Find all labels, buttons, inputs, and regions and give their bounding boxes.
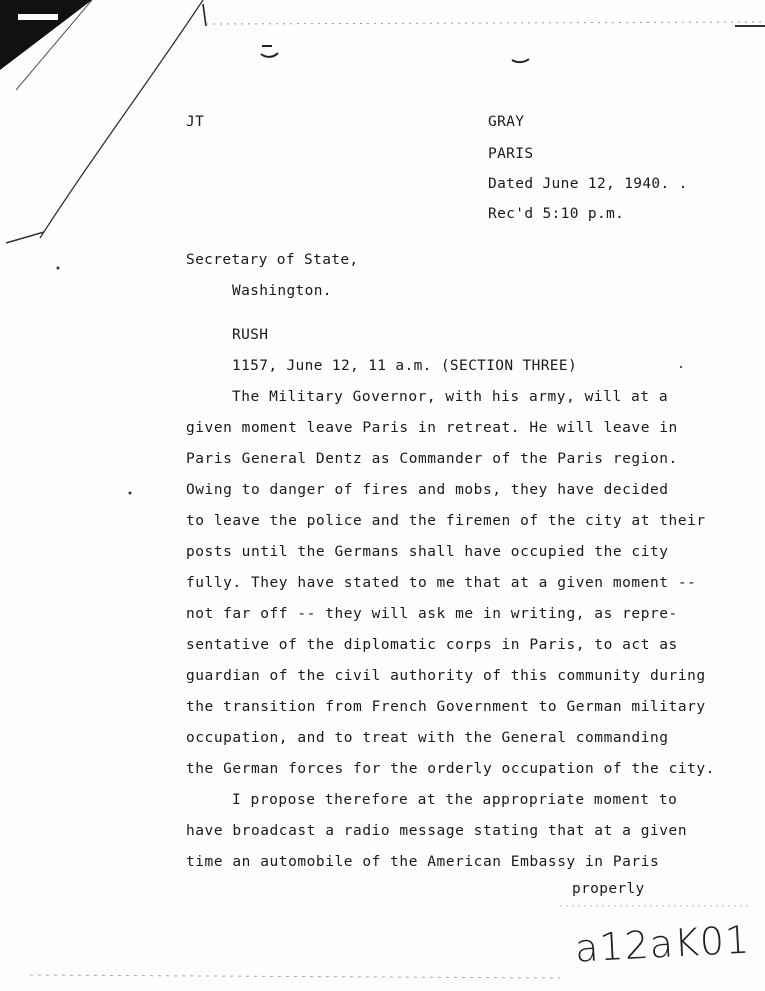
body-line: time an automobile of the American Embassy in Paris (186, 854, 660, 870)
handwritten-archive-mark: a12aK01 (573, 917, 752, 971)
fold-mark (6, 232, 44, 243)
body-line: guardian of the civil authority of this community during (186, 668, 706, 684)
punch-mark-left (261, 46, 278, 57)
top-dotted-line (206, 22, 765, 24)
body-line: sentative of the diplomatic corps in Paris, to act as (186, 637, 678, 653)
corner-shadow-inner (18, 14, 58, 20)
punch-mark-right (512, 59, 529, 62)
dated-line: Dated June 12, 1940. . (488, 176, 688, 192)
stray-dot (680, 366, 682, 368)
body-line: to leave the police and the firemen of the city at their (186, 513, 706, 529)
body-line: Owing to danger of fires and mobs, they have decided (186, 482, 669, 498)
classification-label: GRAY (488, 114, 525, 130)
message-reference: 1157, June 12, 11 a.m. (SECTION THREE) (232, 358, 578, 374)
body-line: occupation, and to treat with the General commanding (186, 730, 669, 746)
fold-line (40, 0, 203, 238)
priority-label: RUSH (232, 327, 269, 343)
body-line: the transition from French Government to German military (186, 699, 706, 715)
body-line: the German forces for the orderly occupation of the city. (186, 761, 715, 777)
body-line: have broadcast a radio message stating that at a given (186, 823, 688, 839)
typist-initials: JT (186, 114, 205, 130)
body-line: The Military Governor, with his army, will at a (232, 389, 669, 405)
origin-city: PARIS (488, 146, 534, 162)
body-line: Paris General Dentz as Commander of the Paris region. (186, 451, 678, 467)
body-line: not far off -- they will ask me in writing, as repre- (186, 606, 678, 622)
body-line: fully. They have stated to me that at a given moment -- (186, 575, 697, 591)
addressee-title: Secretary of State, (186, 252, 359, 268)
body-line: I propose therefore at the appropriate moment to (232, 792, 678, 808)
received-line: Rec'd 5:10 p.m. (488, 206, 625, 222)
addressee-city: Washington. (232, 283, 332, 299)
stray-dot (57, 267, 60, 270)
top-tick (203, 4, 206, 26)
bottom-dotted-line (30, 975, 560, 978)
body-line: posts until the Germans shall have occupied the city (186, 544, 669, 560)
catchword: properly (572, 881, 645, 897)
body-line: given moment leave Paris in retreat. He will leave in (186, 420, 678, 436)
corner-shadow (0, 0, 92, 70)
stray-dot (129, 492, 132, 495)
